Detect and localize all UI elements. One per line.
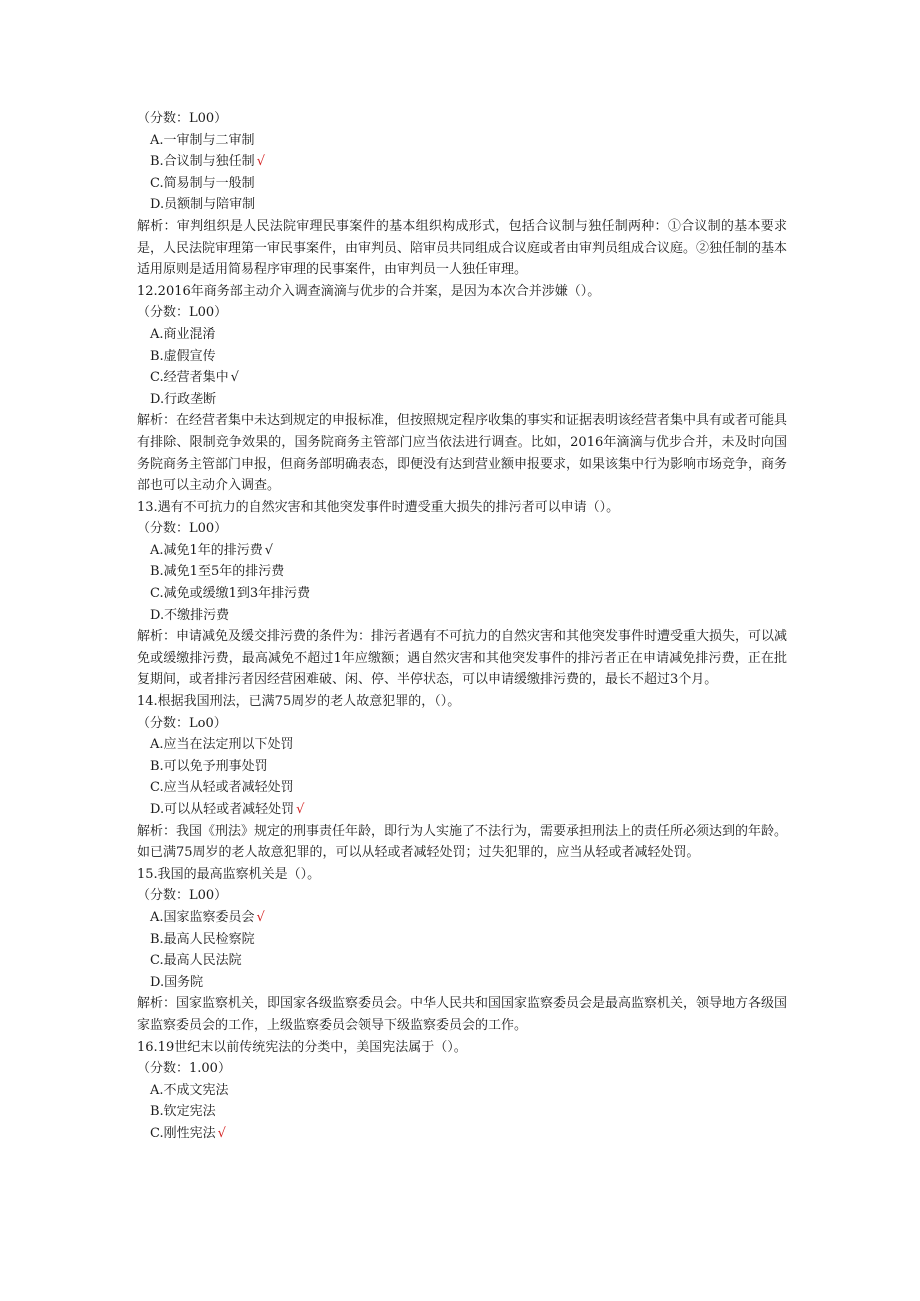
question-stem: 16.19世纪末以前传统宪法的分类中，美国宪法属于（）。 — [137, 1039, 467, 1055]
option-d: D.员额制与陪审制 — [150, 197, 256, 213]
option-b: B.合议制与独任制 √ — [150, 154, 265, 170]
question-score: （分数：1.00） — [137, 1061, 231, 1077]
option-a: A.应当在法定刑以下处罚 — [150, 737, 294, 753]
option-d: D.行政垄断 — [150, 391, 217, 407]
question-explanation: 解析：审判组织是人民法院审理民事案件的基本组织构成形式，包括合议制与独任制两种：①合议制的基本要求是，人民法院审理第一审民事案件，由审判员、陪审员共同组成合议庭或者由审判员组成合议庭。②独任制的基本适用原则是适用简易程序审理的民事案件，由审判员一人独任审理。 — [137, 218, 788, 278]
correct-check-icon: √ — [256, 154, 265, 170]
question-13 — [137, 497, 787, 691]
option-d: D.国务院 — [150, 974, 204, 990]
question-score: （分数：L00） — [137, 305, 228, 321]
option-c: C.减免或缓缴1到3年排污费 — [150, 586, 311, 602]
correct-check-icon: √ — [217, 1125, 226, 1141]
question-list — [137, 108, 787, 1145]
option-d: D.不缴排污费 — [150, 607, 230, 623]
question-explanation: 解析：国家监察机关，即国家各级监察委员会。中华人民共和国国家监察委员会是最高监察机关，领导地方各级国家监察委员会的工作，上级监察委员会领导下级监察委员会的工作。 — [137, 996, 788, 1033]
question-11-continued — [137, 108, 787, 281]
question-14 — [137, 691, 787, 864]
option-c: C.简易制与一般制 — [150, 175, 255, 191]
question-stem: 12.2016年商务部主动介入调查滴滴与优步的合并案，是因为本次合并涉嫌（）。 — [137, 283, 601, 299]
question-explanation: 解析：我国《刑法》规定的刑事责任年龄，即行为人实施了不法行为，需要承担刑法上的责任所必须达到的年龄。如已满75周岁的老人故意犯罪的，可以从轻或者减轻处罚；过失犯罪的，应当从轻或者减轻处罚。 — [137, 823, 788, 861]
option-d: D.可以从轻或者减轻处罚 √ — [150, 802, 305, 817]
question-stem: 15.我国的最高监察机关是（）。 — [137, 866, 321, 882]
question-stem: 13.遇有不可抗力的自然灾害和其他突发事件时遭受重大损失的排污者可以申请（）。 — [137, 499, 620, 515]
option-a: A.一审制与二审制 — [150, 132, 255, 148]
question-explanation: 解析：在经营者集中未达到规定的申报标准，但按照规定程序收集的事实和证据表明该经营者集中具有或者可能具有排除、限制竞争效果的，国务院商务主管部门应当依法进行调查。比如，2016年滴滴与优步合并，未及时向国务院商务主管部门申报，但商务部明确表态，即便没有达到营业额申报要求，如果该集中行为影响市场竞争，商务部也可以主动介入调查。 — [137, 413, 788, 494]
question-stem: 14.根据我国刑法，已满75周岁的老人故意犯罪的，（）。 — [137, 694, 461, 710]
option-a: A.商业混淆 — [150, 326, 216, 342]
correct-check-icon: √ — [256, 909, 265, 925]
question-15 — [137, 864, 787, 1037]
option-b: B.钦定宪法 — [150, 1104, 216, 1120]
option-b: B.减免1至5年的排污费 — [150, 564, 285, 580]
option-b: B.可以免予刑事处罚 — [150, 758, 268, 774]
option-c: C.刚性宪法 √ — [150, 1125, 226, 1141]
option-c: C.最高人民法院 — [150, 953, 242, 969]
option-a: A.减免1年的排污费 √ — [150, 542, 274, 558]
question-score: （分数：L00） — [137, 111, 228, 126]
option-a: A.国家监察委员会 √ — [150, 909, 265, 925]
option-c: C.应当从轻或者减轻处罚 — [150, 780, 294, 796]
question-score: （分数：L00） — [137, 521, 228, 537]
option-b: B.虚假宣传 — [150, 348, 216, 364]
question-12 — [137, 281, 787, 497]
question-score: （分数：L00） — [137, 888, 228, 904]
question-16 — [137, 1037, 787, 1145]
question-explanation: 解析：申请减免及缓交排污费的条件为：排污者遇有不可抗力的自然灾害和其他突发事件时遭受重大损失，可以减免或缓缴排污费，最高减免不超过1年应缴额；遇自然灾害和其他突发事件的排污者正在申请减免排污费，正在批复期间，或者排污者因经营困难破、闲、停、半停状态，可以申请缓缴排污费的，最长不超过3个月。 — [137, 629, 788, 688]
correct-check-icon: √ — [230, 370, 239, 386]
option-c: C.经营者集中 √ — [150, 370, 239, 386]
option-a: A.不成文宪法 — [150, 1082, 229, 1098]
question-score: （分数：Lo0） — [137, 715, 227, 731]
correct-check-icon: √ — [264, 542, 274, 558]
correct-check-icon: √ — [296, 802, 305, 817]
option-b: B.最高人民检察院 — [150, 931, 255, 947]
